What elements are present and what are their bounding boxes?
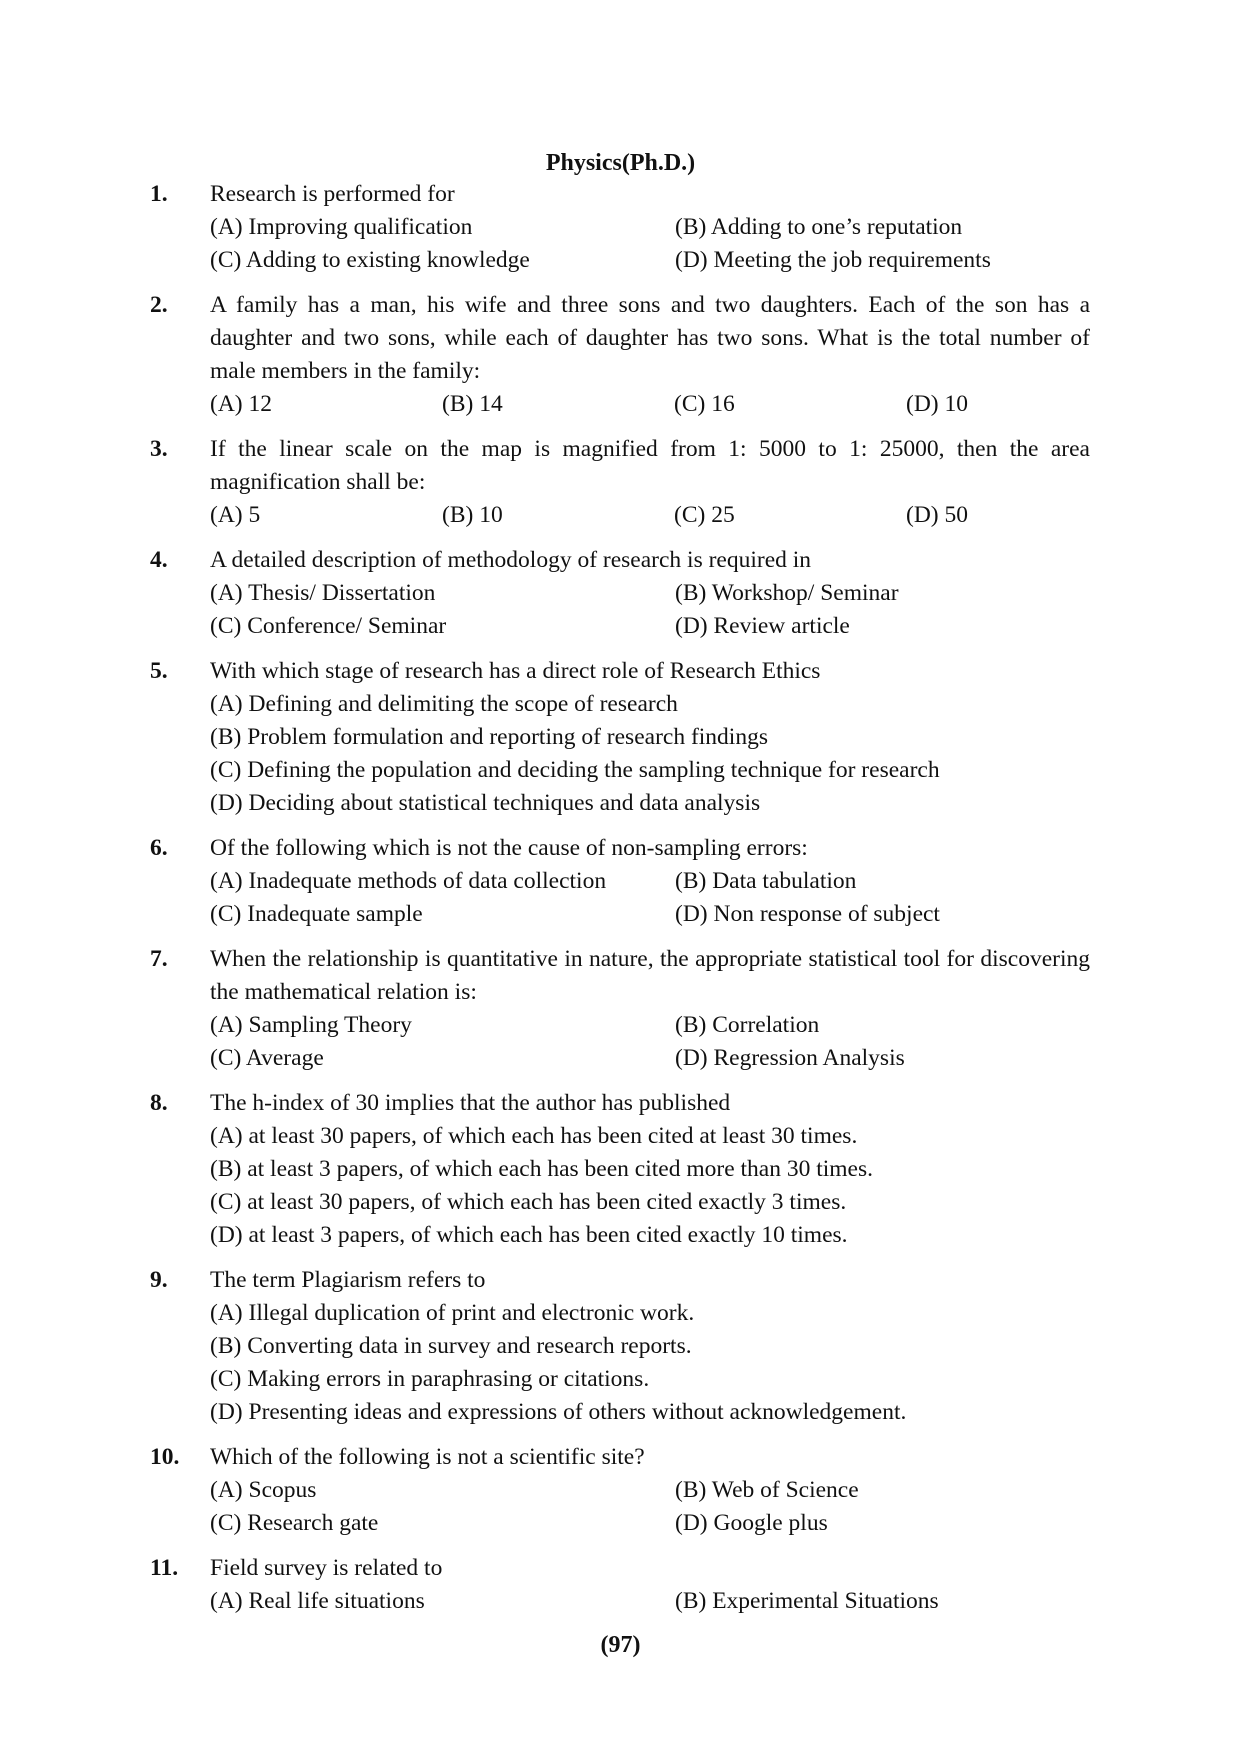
question-text: The h-index of 30 implies that the author has published: [210, 1090, 731, 1116]
question-number: 3.: [150, 436, 168, 462]
option-c: (C) 25: [674, 502, 735, 528]
question-text: The term Plagiarism refers to: [210, 1267, 486, 1293]
question-number: 2.: [150, 292, 168, 318]
question-number: 8.: [150, 1090, 168, 1116]
option-a: (A) Thesis/ Dissertation: [210, 580, 436, 606]
option-a: (A) Defining and delimiting the scope of research: [210, 691, 678, 717]
option-d: (D) at least 3 papers, of which each has been cited exactly 10 times.: [210, 1222, 848, 1248]
option-d: (D) Non response of subject: [675, 901, 940, 927]
option-a: (A) 5: [210, 502, 261, 528]
page-title: Physics(Ph.D.): [545, 150, 696, 176]
option-a: (A) Inadequate methods of data collection: [210, 868, 607, 894]
option-c: (C) 16: [674, 391, 735, 417]
question-8: [150, 1087, 1090, 1252]
option-b: (B) 14: [442, 391, 503, 417]
question-list: [150, 178, 1090, 1630]
question-3: [150, 433, 1090, 532]
question-5: [150, 655, 1090, 820]
option-c: (C) Making errors in paraphrasing or citations.: [210, 1366, 650, 1392]
question-11: [150, 1552, 1090, 1618]
question-text: Field survey is related to: [210, 1555, 443, 1581]
question-text: Research is performed for: [210, 181, 455, 207]
option-c: (C) Average: [210, 1045, 324, 1071]
question-text: A family has a man, his wife and three sons and two daughters. Each of the son has a daughter and two sons, while each of daughter has two sons. What is the total number of male members in the family:: [210, 292, 1090, 384]
option-b: (B) Converting data in survey and research reports.: [210, 1333, 692, 1359]
option-b: (B) Correlation: [675, 1012, 820, 1038]
option-c: (C) Research gate: [210, 1510, 379, 1536]
option-c: (C) Defining the population and deciding the sampling technique for research: [210, 757, 940, 783]
question-text: With which stage of research has a direct role of Research Ethics: [210, 658, 821, 684]
option-c: (C) Adding to existing knowledge: [210, 247, 530, 273]
question-number: 10.: [150, 1444, 180, 1470]
option-c: (C) Inadequate sample: [210, 901, 423, 927]
question-text: Which of the following is not a scientific site?: [210, 1444, 645, 1470]
option-b: (B) Web of Science: [675, 1477, 859, 1503]
question-number: 6.: [150, 835, 168, 861]
option-a: (A) Sampling Theory: [210, 1012, 412, 1038]
option-b: (B) Adding to one’s reputation: [675, 214, 963, 240]
question-6: [150, 832, 1090, 931]
question-1: [150, 178, 1090, 277]
option-d: (D) Deciding about statistical techniques and data analysis: [210, 790, 761, 816]
option-c: (C) at least 30 papers, of which each has been cited exactly 3 times.: [210, 1189, 847, 1215]
option-c: (C) Conference/ Seminar: [210, 613, 447, 639]
question-number: 4.: [150, 547, 168, 573]
page-number: (97): [600, 1632, 641, 1658]
option-b: (B) Experimental Situations: [675, 1588, 939, 1614]
question-text: If the linear scale on the map is magnified from 1: 5000 to 1: 25000, then the area magnification shall be:: [210, 436, 1090, 495]
option-b: (B) Problem formulation and reporting of research findings: [210, 724, 768, 750]
option-d: (D) Regression Analysis: [675, 1045, 905, 1071]
option-b: (B) Data tabulation: [675, 868, 857, 894]
option-d: (D) Meeting the job requirements: [675, 247, 991, 273]
question-text: A detailed description of methodology of research is required in: [210, 547, 812, 573]
option-a: (A) 12: [210, 391, 272, 417]
option-a: (A) Real life situations: [210, 1588, 425, 1614]
question-number: 1.: [150, 181, 168, 207]
question-number: 9.: [150, 1267, 168, 1293]
option-d: (D) 10: [906, 391, 968, 417]
option-d: (D) Presenting ideas and expressions of others without acknowledgement.: [210, 1399, 907, 1425]
question-10: [150, 1441, 1090, 1540]
option-a: (A) at least 30 papers, of which each has been cited at least 30 times.: [210, 1123, 858, 1149]
option-a: (A) Illegal duplication of print and electronic work.: [210, 1300, 695, 1326]
question-number: 11.: [150, 1555, 179, 1581]
question-7: [150, 943, 1090, 1075]
question-4: [150, 544, 1090, 643]
question-number: 5.: [150, 658, 168, 684]
option-a: (A) Scopus: [210, 1477, 317, 1503]
question-2: [150, 289, 1090, 421]
option-a: (A) Improving qualification: [210, 214, 473, 240]
option-b: (B) at least 3 papers, of which each has been cited more than 30 times.: [210, 1156, 873, 1182]
question-9: [150, 1264, 1090, 1429]
option-b: (B) Workshop/ Seminar: [675, 580, 899, 606]
option-b: (B) 10: [442, 502, 503, 528]
option-d: (D) 50: [906, 502, 968, 528]
question-text: When the relationship is quantitative in nature, the appropriate statistical tool for discovering the mathematical relation is:: [210, 946, 1090, 1005]
option-d: (D) Google plus: [675, 1510, 828, 1536]
question-number: 7.: [150, 946, 168, 972]
question-text: Of the following which is not the cause of non-sampling errors:: [210, 835, 808, 861]
option-d: (D) Review article: [675, 613, 850, 639]
